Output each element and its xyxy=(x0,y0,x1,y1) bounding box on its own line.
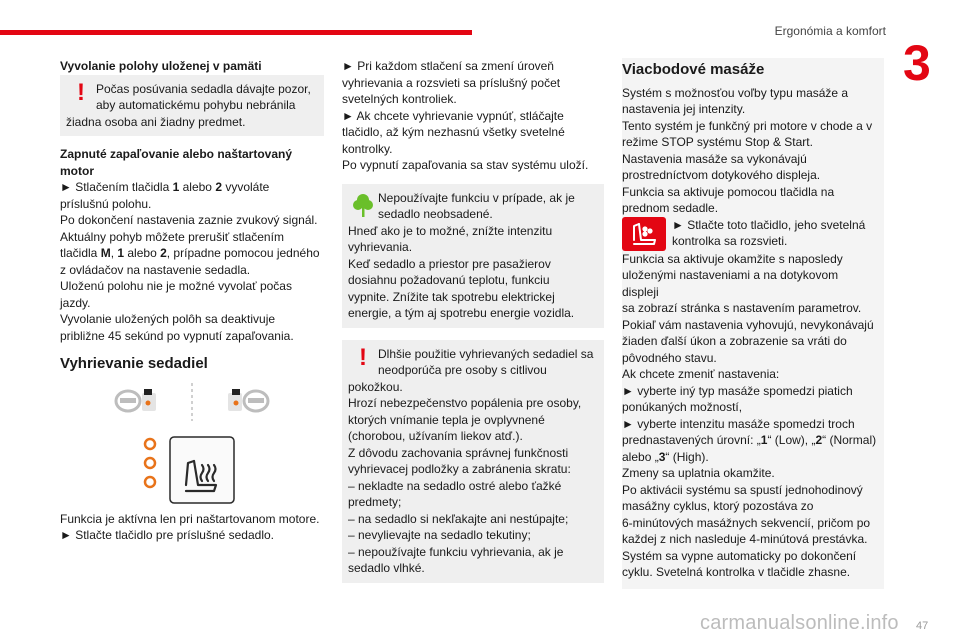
heat-level-led-2 xyxy=(145,458,155,468)
warning-box-heating xyxy=(342,340,604,583)
body-text: masážny cyklus, ktorý pozostáva zo xyxy=(622,499,814,513)
body-text: tlačidlo, až kým nezhasnú všetky svetelné xyxy=(342,125,565,139)
tip-text: sedadlo neobsadené. xyxy=(378,207,493,221)
warning-text: sedadlo vlhké. xyxy=(348,561,425,575)
subheading-ignition: Zapnuté zapaľovanie alebo naštartovaný xyxy=(60,147,293,161)
body-text: ► Stlačením tlačidla 1 alebo 2 vyvoláte xyxy=(60,180,270,194)
seat-heating-button xyxy=(170,437,234,503)
body-text: ► Pri každom stlačení sa zmení úroveň xyxy=(342,59,554,73)
tip-text: energie, a tým aj spotrebu energie vozidla. xyxy=(348,306,575,320)
body-text: prednastavených úrovní: „1“ (Low), „2“ (Normal) xyxy=(622,433,877,447)
body-text: kontrolky. xyxy=(342,141,393,156)
section-heading-heated-seats: Vyhrievanie sedadiel xyxy=(60,355,208,372)
warning-text: Hrozí nebezpečenstvo popálenia pre osoby, xyxy=(348,396,582,410)
body-text: 6-minútových masážnych sekvencií, pričom po xyxy=(622,515,871,530)
body-text: Vyvolanie uložených polôh sa deaktivuje xyxy=(60,312,276,326)
left-seat-icon xyxy=(116,389,156,411)
column-2 xyxy=(342,58,604,583)
body-text: každej z nich nasleduje 4-minútová prestávka. xyxy=(622,532,868,546)
warning-text: žiadna osoba ani žiadny predmet. xyxy=(66,114,246,129)
warning-text: Z dôvodu zachovania správnej funkčnosti xyxy=(348,445,569,460)
body-text: pôvodného stavu. xyxy=(622,350,717,365)
massage-section-box xyxy=(622,58,884,589)
body-text: Po vypnutí zapaľovania sa stav systému uloží. xyxy=(342,158,589,172)
section-heading-massage: Viacbodové masáže xyxy=(622,61,765,78)
watermark: carmanualsonline.info xyxy=(700,612,899,634)
heat-level-led-1 xyxy=(145,477,155,487)
body-text: ponúkaných možností, xyxy=(622,400,743,414)
body-text: Pokiaľ vám nastavenia vyhovujú, nevykonávajú xyxy=(622,317,874,332)
warning-text: Počas posúvania sedadla dávajte pozor, xyxy=(96,81,311,96)
body-text: uloženými nastaveniami a na dotykovom displeji xyxy=(622,268,839,299)
body-text: približne 45 sekúnd po vypnutí zapaľovania. xyxy=(60,328,294,343)
column-3 xyxy=(622,58,884,589)
massage-button-icon xyxy=(622,217,666,251)
tip-text: Keď sedadlo a priestor pre pasažierov xyxy=(348,256,551,271)
body-text: nastavenia jej intenzity. xyxy=(622,102,746,116)
body-text: sa zobrazí stránka s nastavením parametrov. xyxy=(622,301,862,315)
heated-seat-illustration xyxy=(60,381,324,511)
leaf-icon xyxy=(348,190,378,218)
body-text: Ak chcete zmeniť nastavenia: xyxy=(622,367,780,381)
body-text: režime STOP systému Stop & Start. xyxy=(622,135,813,149)
body-text: ► vyberte intenzitu masáže spomedzi troch xyxy=(622,416,855,431)
body-text: ► vyberte iný typ masáže spomedzi piatich xyxy=(622,383,853,398)
body-text: vyhrievania a rozsvieti sa príslušný počet xyxy=(342,75,561,90)
body-text: jazdy. xyxy=(60,295,91,310)
body-text: Uloženú polohu nie je možné vyvolať počas xyxy=(60,279,292,293)
body-text: kontrolka sa rozsvieti. xyxy=(672,234,788,248)
body-text: Funkcia sa aktivuje pomocou tlačidla na xyxy=(622,184,835,199)
chapter-number: 3 xyxy=(903,35,931,91)
tip-text: dosiahnu požadovanú teplotu, funkciu xyxy=(348,273,550,287)
chapter-title: Ergonómia a komfort xyxy=(774,24,886,38)
body-text: Nastavenia masáže sa vykonávajú xyxy=(622,151,807,166)
eco-tip-box xyxy=(342,184,604,328)
warning-text: (chorobou, užívaním liekov atď.). xyxy=(348,429,523,443)
body-text: prostredníctvom dotykového displeja. xyxy=(622,168,821,182)
body-text: tlačidla M, 1 alebo 2, prípadne pomocou jedného xyxy=(60,246,320,260)
warning-text: – nekladte na sedadlo ostré alebo ťažké xyxy=(348,478,562,493)
body-text: svetelných kontroliek. xyxy=(342,92,457,106)
body-text: Funkcia je aktívna len pri naštartovanom motore. xyxy=(60,511,320,526)
warning-text: predmety; xyxy=(348,495,402,509)
body-text: príslušnú polohu. xyxy=(60,196,152,211)
warning-text: vyhrievacej podložky a zabránenia skratu: xyxy=(348,462,571,476)
body-text: Aktuálny pohyb môžete prerušiť stlačením xyxy=(60,229,284,244)
warning-text: ktorých vnímanie tepla je ovplyvnené xyxy=(348,412,545,427)
massage-button-row xyxy=(622,217,878,251)
tip-text: Nepoužívajte funkciu v prípade, ak je xyxy=(378,190,575,205)
body-text: Systém sa vypne automaticky po dokončení xyxy=(622,548,857,563)
warning-icon: ! xyxy=(359,343,367,371)
warning-text: aby automatickému pohybu nebránila xyxy=(96,98,296,112)
warning-text: – nevylievajte na sedadlo tekutiny; xyxy=(348,528,531,542)
warning-text: neodporúča pre osoby s citlivou xyxy=(378,363,547,377)
body-text: Tento systém je funkčný pri motore v chode a v xyxy=(622,118,873,133)
body-text: cyklu. Svetelná kontrolka v tlačidle zhasne. xyxy=(622,565,851,579)
subheading-ignition: motor xyxy=(60,163,94,178)
warning-text: Dlhšie použitie vyhrievaných sedadiel sa xyxy=(378,346,594,361)
body-text: Funkcia sa aktivuje okamžite s naposledy xyxy=(622,251,843,266)
section-heading-memory-recall: Vyvolanie polohy uloženej v pamäti xyxy=(60,59,262,73)
body-text: ► Stlačte tlačidlo pre príslušné sedadlo. xyxy=(60,528,274,542)
warning-text: – nepoužívajte funkciu vyhrievania, ak je xyxy=(348,544,564,559)
body-text: Po aktivácii systému sa spustí jednohodinový xyxy=(622,482,863,497)
body-text: ► Ak chcete vyhrievanie vypnúť, stláčajte xyxy=(342,108,564,123)
body-text: prednom sedadle. xyxy=(622,201,719,215)
seat-heating-controls-diagram xyxy=(60,381,324,511)
tip-text: vypnite. Znížite tak spotrebu elektrickej xyxy=(348,289,555,304)
body-text: Po dokončení nastavenia zaznie zvukový signál. xyxy=(60,213,318,227)
warning-icon: ! xyxy=(77,78,85,106)
column-1 xyxy=(60,58,324,544)
warning-box-memory xyxy=(60,75,324,137)
body-text: z ovládačov na nastavenie sedadla. xyxy=(60,262,251,277)
tip-text: Hneď ako je to možné, znížte intenzitu xyxy=(348,223,553,238)
body-text: žiaden ďalší úkon a zobrazenie sa vráti do xyxy=(622,334,847,348)
body-text: ► Stlačte toto tlačidlo, jeho svetelná xyxy=(672,217,866,232)
page-number: 47 xyxy=(916,620,929,632)
tip-text: vyhrievania. xyxy=(348,240,413,254)
heat-level-led-3 xyxy=(145,439,155,449)
body-text: alebo „3“ (High). xyxy=(622,449,709,464)
right-seat-icon xyxy=(228,389,268,411)
warning-text: pokožkou. xyxy=(348,379,403,394)
warning-text: – na sedadlo si nekľakajte ani nestúpajte; xyxy=(348,511,569,526)
body-text: Zmeny sa uplatnia okamžite. xyxy=(622,466,775,480)
body-text: Systém s možnosťou voľby typu masáže a xyxy=(622,85,849,100)
header-accent-bar xyxy=(0,30,472,35)
